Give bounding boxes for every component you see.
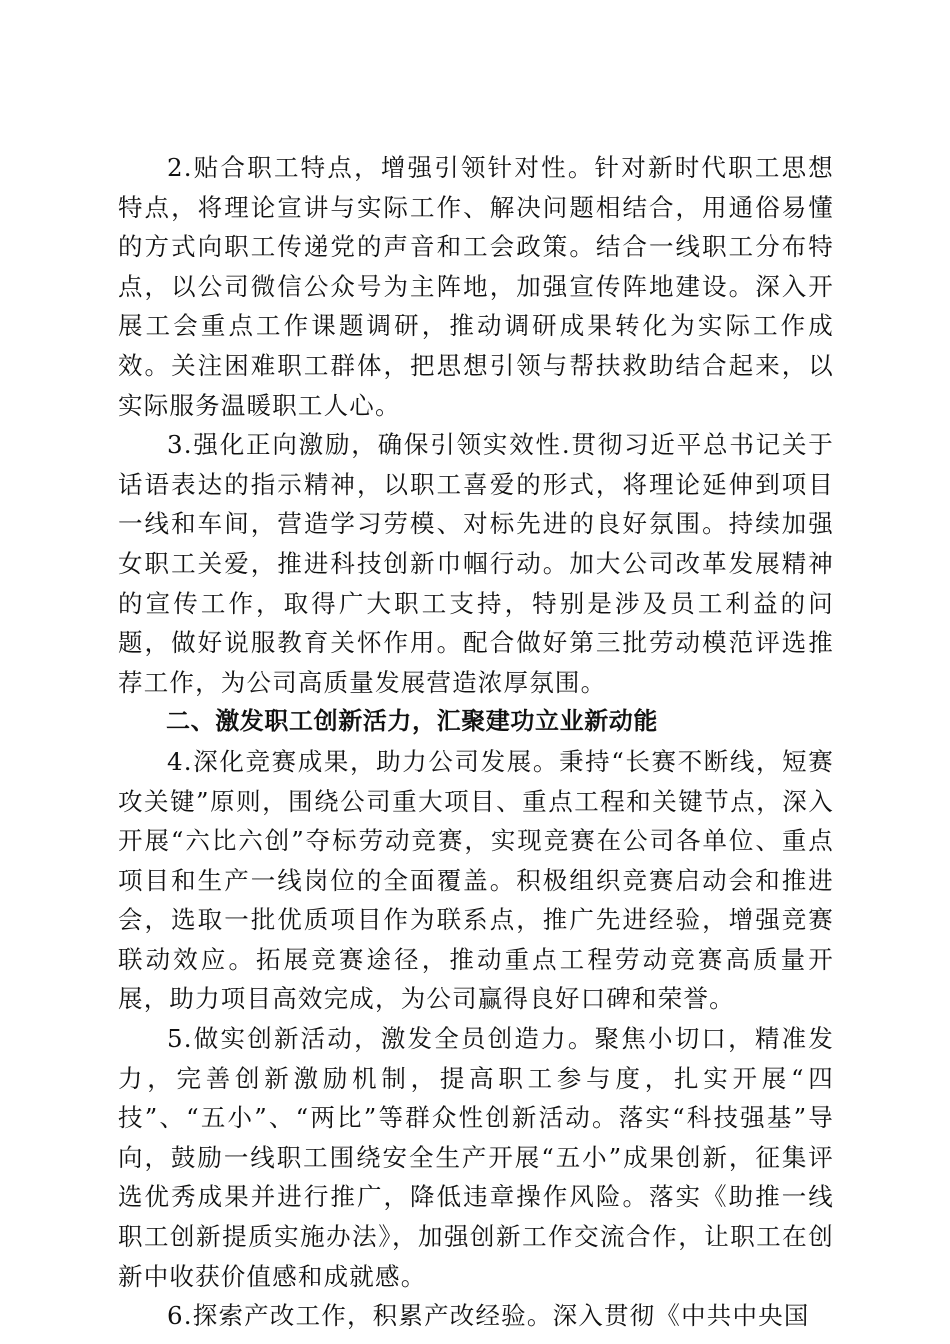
- section-heading-innovation: 二、激发职工创新活力，汇聚建功立业新动能: [166, 707, 658, 736]
- document-body: [118, 148, 834, 1336]
- paragraph-4-competition: 4.深化竞赛成果，助力公司发展。秉持“长赛不断线，短赛攻关键”原则，围绕公司重大项目、重点工程和关键节点，深入开展“六比六创”夺标劳动竞赛，实现竞赛在公司各单位、重点项目和生产一线岗位的全面覆盖。积极组织竞赛启动会和推进会，选取一批优质项目作为联系点，推广先进经验，增强竞赛联动效应。拓展竞赛途径，推动重点工程劳动竞赛高质量开展，助力项目高效完成，为公司赢得良好口碑和荣誉。: [118, 746, 834, 1014]
- paragraph-5-innovation-activities: 5.做实创新活动，激发全员创造力。聚焦小切口，精准发力，完善创新激励机制，提高职工参与度，扎实开展“四技”、“五小”、“两比”等群众性创新活动。落实“科技强基”导向，鼓励一线职工围绕安全生产开展“五小”成果创新，征集评选优秀成果并进行推广，降低违章操作风险。落实《助推一线职工创新提质实施办法》，加强创新工作交流合作，让职工在创新中收获价值感和成就感。: [118, 1024, 834, 1291]
- paragraph-6-industrial-reform: 6.探索产改工作，积累产改经验。深入贯彻《中共中央国: [167, 1301, 810, 1331]
- paragraph-3-positive-incentive: 3.强化正向激励，确保引领实效性.贯彻习近平总书记关于话语表达的指示精神，以职工喜爱的形式，将理论延伸到项目一线和车间，营造学习劳模、对标先进的良好氛围。持续加强女职工关爱，推进科技创新巾帼行动。加大公司改革发展精神的宣传工作，取得广大职工支持，特别是涉及员工利益的问题，做好说服教育关怀作用。配合做好第三批劳动模范评选推荐工作，为公司高质量发展营造浓厚氛围。: [118, 430, 834, 697]
- paragraph-2-employee-traits: 2.贴合职工特点，增强引领针对性。针对新时代职工思想特点，将理论宣讲与实际工作、解决问题相结合，用通俗易懂的方式向职工传递党的声音和工会政策。结合一线职工分布特点，以公司微信公众号为主阵地，加强宣传阵地建设。深入开展工会重点工作课题调研，推动调研成果转化为实际工作成效。关注困难职工群体，把思想引领与帮扶救助结合起来，以实际服务温暖职工人心。: [118, 153, 834, 420]
